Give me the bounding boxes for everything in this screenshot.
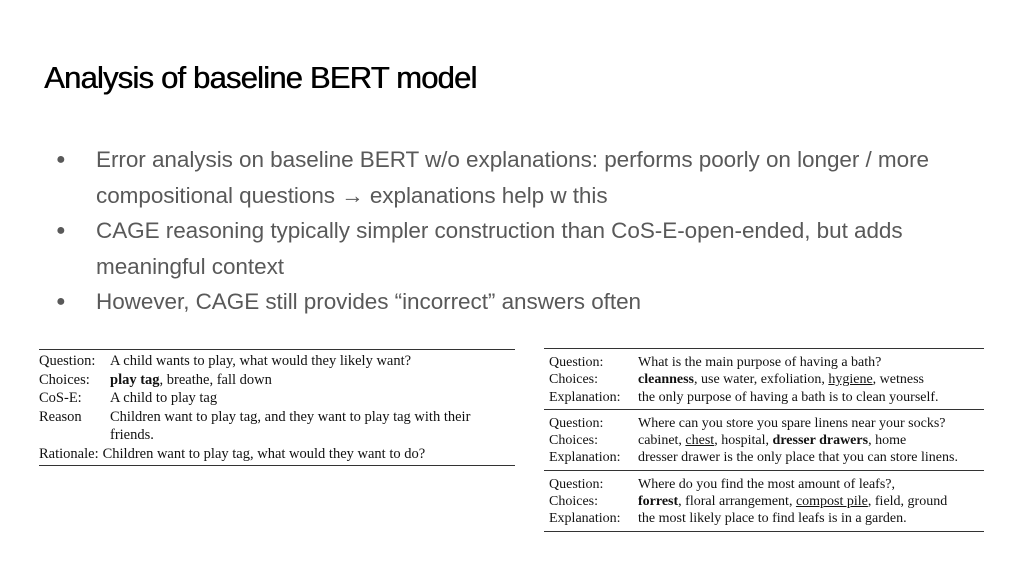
slide-title: Analysis of baseline BERT model — [44, 60, 477, 95]
bullet-dot-icon: ● — [56, 222, 66, 239]
question-label: Question: — [549, 415, 604, 431]
bullet-item — [56, 142, 986, 213]
correct-choice: dresser drawers — [772, 433, 869, 449]
example-block — [544, 409, 984, 470]
choice-text: , use water, exfoliation, — [694, 372, 829, 388]
rationale-row — [39, 445, 515, 464]
choices-row — [39, 371, 515, 390]
question-label: Question: — [549, 355, 604, 370]
explanation-label: Explanation: — [549, 450, 621, 466]
question-text: A child wants to play, what would they likely want? — [110, 353, 412, 369]
question-label: Question: — [549, 476, 604, 492]
other-choices: , breathe, fall down — [159, 371, 272, 388]
cose-text: A child to play tag — [110, 390, 218, 406]
explanation-text: the most likely place to find leafs is in a garden. — [638, 511, 907, 527]
explanation-label: Explanation: — [549, 389, 621, 405]
explanation-text: dresser drawer is the only place that you can store linens. — [638, 450, 958, 466]
correct-choice: forrest — [638, 494, 679, 510]
predicted-choice: hygiene — [828, 372, 873, 388]
choice-text: cabinet, — [638, 433, 686, 449]
choice-text: , wetness — [872, 372, 924, 388]
choices-text — [638, 371, 984, 388]
choices-row — [549, 432, 984, 449]
bullet-text: Error analysis on baseline BERT w/o explanations: performs poorly on longer / more compositional questions → explanations help w this — [96, 147, 929, 208]
predicted-choice: chest — [685, 433, 715, 449]
choices-text — [638, 432, 984, 449]
correct-choice: play tag — [110, 371, 160, 388]
choices-row — [549, 493, 984, 510]
example-block — [544, 470, 984, 531]
choices-text — [638, 493, 984, 510]
bullet-item — [56, 284, 986, 320]
bullet-dot-icon: ● — [56, 293, 66, 310]
question-label: Question: — [39, 353, 96, 369]
question-text: Where do you find the most amount of leafs?, — [638, 476, 895, 492]
bullet-dot-icon: ● — [56, 151, 66, 168]
cage-examples-figure — [544, 348, 984, 532]
question-row — [39, 352, 515, 371]
cos-e-example-figure — [39, 349, 515, 466]
rationale-text: Children want to play tag, what would they want to do? — [102, 445, 426, 462]
explanation-row — [549, 389, 984, 406]
question-text: What is the main purpose of having a bath? — [638, 355, 882, 370]
choices-label: Choices: — [549, 433, 598, 449]
explanation-row — [549, 510, 984, 527]
bullet-item — [56, 213, 986, 284]
predicted-choice: compost pile — [795, 494, 868, 510]
explanation-label: Explanation: — [549, 511, 621, 527]
question-row — [549, 415, 984, 432]
choice-text: , field, ground — [867, 494, 948, 510]
choices-label: Choices: — [549, 494, 598, 510]
bullet-list — [56, 142, 986, 320]
question-text: Where can you store you spare linens near your socks? — [638, 415, 946, 431]
cose-label: CoS-E: — [39, 390, 82, 406]
choices-label: Choices: — [549, 372, 598, 388]
choice-text: , hospital, — [714, 433, 773, 449]
rationale-label: Rationale: — [39, 445, 99, 462]
example-block — [544, 349, 984, 409]
bullet-text: CAGE reasoning typically simpler construction than CoS-E-open-ended, but adds meaningful context — [96, 218, 903, 279]
explanation-text: the only purpose of having a bath is to clean yourself. — [638, 389, 939, 405]
cose-row — [39, 389, 515, 408]
reason-label: Reason — [39, 408, 82, 425]
reason-text: Children want to play tag, and they want to play tag with their friends. — [110, 408, 471, 443]
correct-choice: cleanness — [638, 372, 694, 388]
choices-text — [110, 371, 515, 390]
reason-row — [39, 408, 515, 445]
question-row — [549, 354, 984, 371]
choice-text: , home — [868, 433, 907, 449]
explanation-row — [549, 449, 984, 466]
choices-row — [549, 371, 984, 388]
question-row — [549, 476, 984, 493]
bullet-text: However, CAGE still provides “incorrect” answers often — [96, 289, 641, 314]
choice-text: , floral arrangement, — [678, 494, 796, 510]
choices-label: Choices: — [39, 371, 90, 388]
